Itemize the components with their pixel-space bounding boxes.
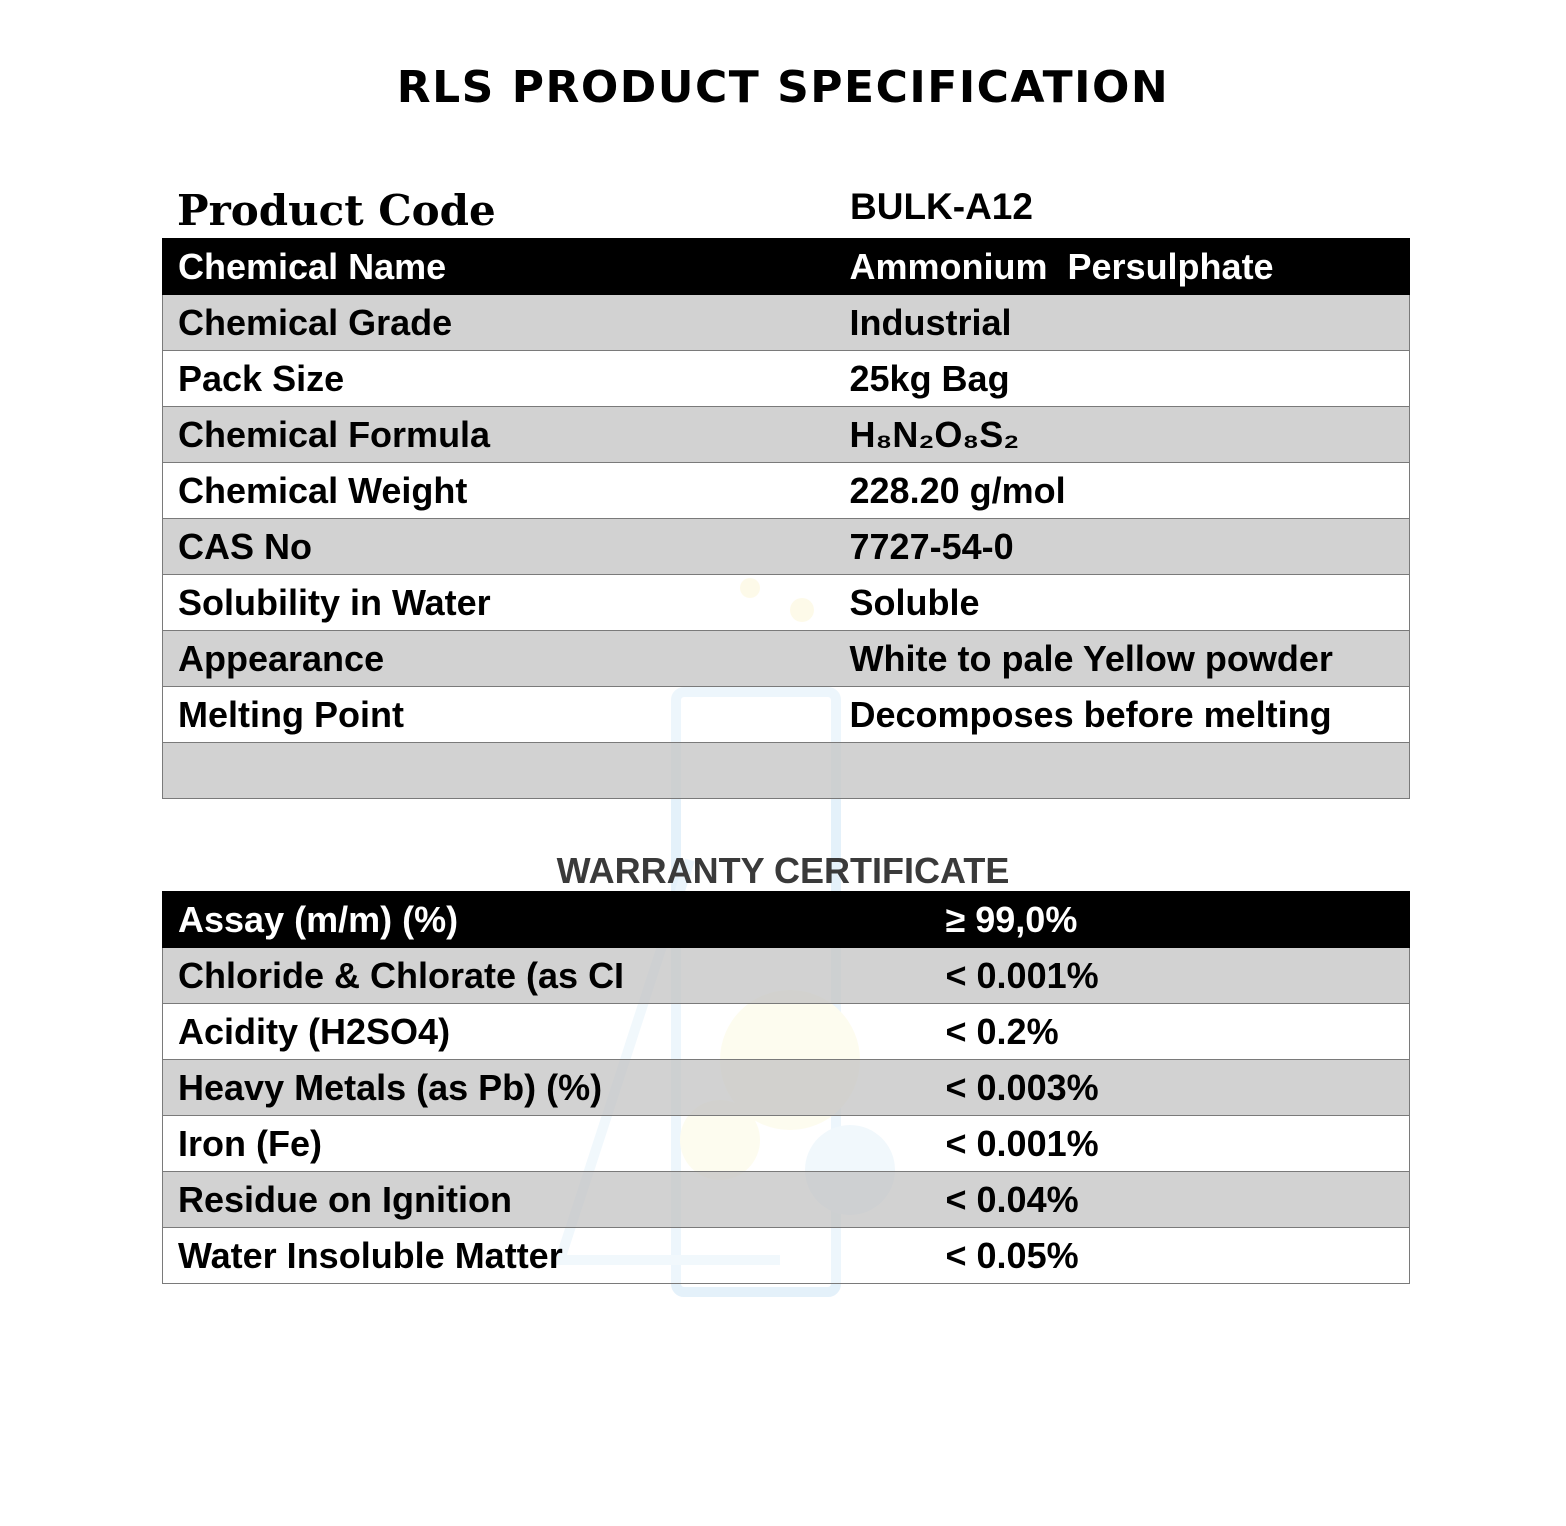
table-row	[163, 463, 1410, 519]
warranty-label: Water Insoluble Matter	[163, 1228, 931, 1284]
table-row	[163, 1172, 1410, 1228]
table-row	[163, 948, 1410, 1004]
document-title: RLS PRODUCT SPECIFICATION	[396, 62, 1170, 113]
table-row-empty	[163, 743, 1410, 799]
spec-label: Melting Point	[163, 687, 835, 743]
spec-value	[835, 743, 1410, 799]
spec-label: Chemical Grade	[163, 295, 835, 351]
table-row	[163, 519, 1410, 575]
table-row	[163, 687, 1410, 743]
warranty-value: < 0.001%	[931, 948, 1410, 1004]
product-code-label: Product Code	[177, 186, 496, 235]
warranty-value: ≥ 99,0%	[931, 892, 1410, 948]
table-row	[163, 407, 1410, 463]
spec-value: White to pale Yellow powder	[835, 631, 1410, 687]
spec-label: CAS No	[163, 519, 835, 575]
warranty-value: < 0.05%	[931, 1228, 1410, 1284]
table-row	[163, 631, 1410, 687]
spec-label: Appearance	[163, 631, 835, 687]
spec-value: 228.20 g/mol	[835, 463, 1410, 519]
spec-label: Solubility in Water	[163, 575, 835, 631]
spec-label: Chemical Name	[163, 239, 835, 295]
table-row	[163, 892, 1410, 948]
spec-value: Ammonium Persulphate	[835, 239, 1410, 295]
product-code-row	[162, 180, 1410, 238]
warranty-value: < 0.001%	[931, 1116, 1410, 1172]
product-code-value: BULK-A12	[850, 186, 1033, 227]
table-row	[163, 1004, 1410, 1060]
spec-label: Chemical Weight	[163, 463, 835, 519]
spec-value: 7727-54-0	[835, 519, 1410, 575]
table-row	[163, 295, 1410, 351]
warranty-value: < 0.003%	[931, 1060, 1410, 1116]
warranty-label: Assay (m/m) (%)	[163, 892, 931, 948]
warranty-value: < 0.2%	[931, 1004, 1410, 1060]
spec-value: Soluble	[835, 575, 1410, 631]
warranty-value: < 0.04%	[931, 1172, 1410, 1228]
spec-label: Chemical Formula	[163, 407, 835, 463]
table-row	[163, 1116, 1410, 1172]
warranty-table	[162, 891, 1410, 1284]
warranty-label: Iron (Fe)	[163, 1116, 931, 1172]
specification-table	[162, 238, 1410, 799]
spec-label	[163, 743, 835, 799]
warranty-label: Residue on Ignition	[163, 1172, 931, 1228]
table-row	[163, 1228, 1410, 1284]
warranty-label: Acidity (H2SO4)	[163, 1004, 931, 1060]
table-row	[163, 239, 1410, 295]
spec-value: Industrial	[835, 295, 1410, 351]
spec-label: Pack Size	[163, 351, 835, 407]
warranty-label: Chloride & Chlorate (as CI	[163, 948, 931, 1004]
warranty-certificate-title: WARRANTY CERTIFICATE	[556, 850, 1010, 891]
table-row	[163, 575, 1410, 631]
table-row	[163, 1060, 1410, 1116]
spec-value: 25kg Bag	[835, 351, 1410, 407]
spec-value: Decomposes before melting	[835, 687, 1410, 743]
table-row	[163, 351, 1410, 407]
warranty-label: Heavy Metals (as Pb) (%)	[163, 1060, 931, 1116]
spec-value: H₈N₂O₈S₂	[835, 407, 1410, 463]
